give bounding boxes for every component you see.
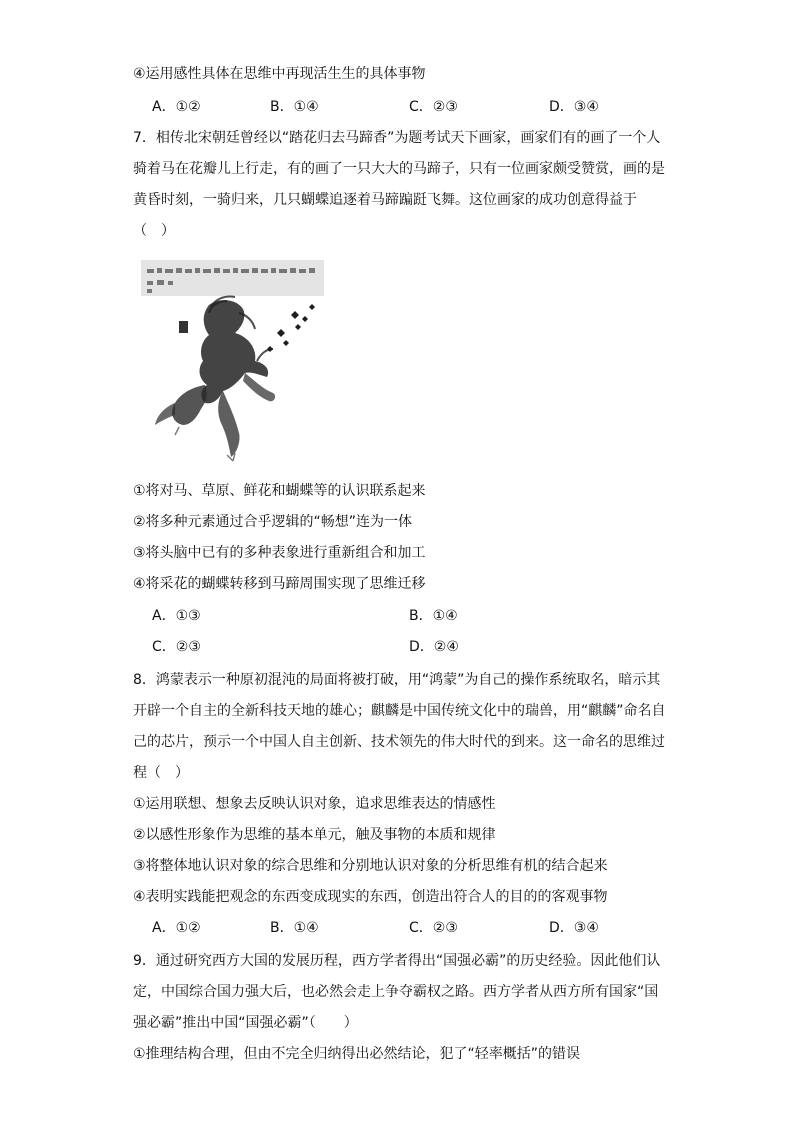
q8-option-d[interactable]: D．③④ <box>549 920 599 936</box>
q7-stem-line-4: （ ） <box>133 223 175 239</box>
q7-item-3: ③将头脑中已有的多种表象进行重新组合和加工 <box>133 545 426 561</box>
q6-option-d[interactable]: D．③④ <box>549 99 599 115</box>
q6-option-a[interactable]: A．①② <box>152 99 201 115</box>
q8-item-3: ③将整体地认识对象的综合思维和分别地认识对象的分析思维有机的结合起来 <box>133 858 608 874</box>
q8-stem-line-3: 己的芯片，预示一个中国人自主创新、技术领先的伟大时代的到来。这一命名的思维过 <box>133 734 665 750</box>
q9-stem-line-3: 强必霸”推出中国“国强必霸”（ ） <box>133 1015 358 1031</box>
q8-option-b[interactable]: B．①④ <box>270 920 319 936</box>
q7-option-b[interactable]: B．①④ <box>409 608 458 624</box>
q6-option-b[interactable]: B．①④ <box>270 99 319 115</box>
q7-stem-line-3: 黄昏时刻，一骑归来，几只蝴蝶追逐着马蹄蹁跹飞舞。这位画家的成功创意得益于 <box>133 192 637 208</box>
q6-item-4: ④运用感性具体在思维中再现活生生的具体事物 <box>133 66 426 82</box>
q9-stem-line-2: 定，中国综合国力强大后，也必然会走上争夺霸权之路。西方学者从西方所有国家“国 <box>133 984 659 1000</box>
q7-option-a[interactable]: A．①③ <box>152 608 201 624</box>
q8-item-2: ②以感性形象作为思维的基本单元，触及事物的本质和规律 <box>133 827 496 843</box>
q8-item-4: ④表明实践能把观念的东西变成现实的东西，创造出符合人的目的的客观事物 <box>133 889 608 905</box>
horse-butterfly-painting <box>139 257 326 465</box>
q8-stem-line-4: 程（ ） <box>133 765 189 781</box>
q7-option-c[interactable]: C．②③ <box>152 639 201 655</box>
q8-stem-line-2: 开辟一个自主的全新科技天地的雄心；麒麟是中国传统文化中的瑞兽，用“麒麟”命名自 <box>133 703 666 719</box>
q7-item-1: ①将对马、草原、鲜花和蝴蝶等的认识联系起来 <box>133 483 426 499</box>
q7-item-2: ②将多种元素通过合乎逻辑的“畅想”连为一体 <box>133 514 413 530</box>
q8-item-1: ①运用联想、想象去反映认识对象，追求思维表达的情感性 <box>133 796 496 812</box>
q8-stem-line-1: 8．鸿蒙表示一种原初混沌的局面将被打破，用“鸿蒙”为自己的操作系统取名，暗示其 <box>133 672 661 688</box>
q9-item-1: ①推理结构合理，但由不完全归纳得出必然结论，犯了“轻率概括”的错误 <box>133 1046 581 1062</box>
q8-option-a[interactable]: A．①② <box>152 920 201 936</box>
q7-stem-line-1: 7．相传北宋朝廷曾经以“踏花归去马蹄香”为题考试天下画家，画家们有的画了一个人 <box>133 130 661 146</box>
q7-stem-line-2: 骑着马在花瓣儿上行走，有的画了一只大大的马蹄子，只有一位画家颇受赞赏，画的是 <box>133 161 665 177</box>
q7-item-4: ④将采花的蝴蝶转移到马蹄周围实现了思维迁移 <box>133 576 426 592</box>
q6-option-c[interactable]: C．②③ <box>409 99 458 115</box>
q9-stem-line-1: 9．通过研究西方大国的发展历程，西方学者得出“国强必霸”的历史经验。因此他们认 <box>133 953 661 969</box>
q8-option-c[interactable]: C．②③ <box>409 920 458 936</box>
q7-option-d[interactable]: D．②④ <box>409 639 459 655</box>
